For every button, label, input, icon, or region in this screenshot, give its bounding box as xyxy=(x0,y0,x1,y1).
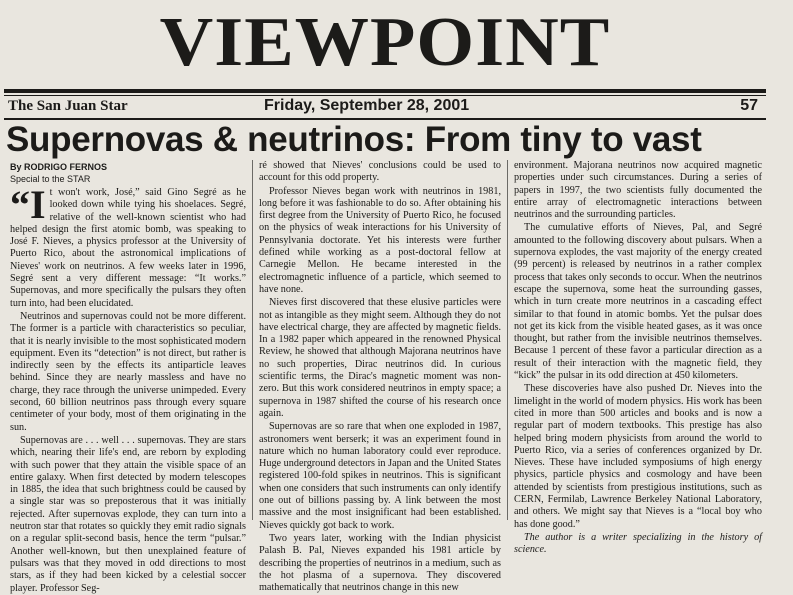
article-column-3 xyxy=(514,160,762,556)
paragraph: Neutrinos and supernovas could not be more different. The former is a particle with characteristics so peculiar, that it is nearly invisible to the most sophisticated modern equipment. Even its “detection” is not direct, but rather is indirectly seen by the effects its antiparticle leaves behind. Since they are nearly massless and have no charge, they race through the universe unimpeded. Every second, 60 billion neutrinos pass through every square centimeter of your body, most of them originating in the sun. xyxy=(10,310,246,433)
masthead xyxy=(0,0,770,92)
issue-date: Friday, September 28, 2001 xyxy=(264,97,470,114)
paragraph: These discoveries have also pushed Dr. Nieves into the limelight in the world of modern physics. His work has been cited in more than 500 articles and books and is now a regular part of modern textbooks. This prestige has also helped bring modern physicists from around the world to Puerto Rico, via a series of conferences organized by Dr. Nieves. These have included symposiums of high energy physics, particle physics and cosmology and have been attended by scientists from prestigious institutions, such as CERN, Fermilab, Lawrence Berkeley National Laboratory, and others. We might say that Nieves is a “local boy who has done good.” xyxy=(514,383,762,530)
masthead-rule xyxy=(4,89,766,93)
paragraph: The cumulative efforts of Nieves, Pal, and Segré amounted to the following discovery about pulsars. When a supernova explodes, the vast majority of the energy created (99 percent) is released by neutrinos in a rather complex process that takes only seconds to occur. When the neutrinos escape the supernova, some heat the surrounding gasses, which in turn create more neutrinos in a cascading effect similar to that found in atomic bombs. Yet the pulsar does not get its kick from the visible heated gases, as it was once thought, but rather from the invisible neutrinos themselves. Because 1 percent of these favor a particular direction as a result of their interaction with the magnetic field, they “kick” the pulsar in its odd direction at 450 kilometers. xyxy=(514,222,762,382)
paragraph: “It won't work, José,” said Gino Segré as he looked down while tying his shoelaces. Segré, relative of the well-known scientist who had helped design the first atomic bomb, was speaking to José F. Nieves, a physics professor at the University of Puerto Rico, about the astronomical implications of Nieves' work on neutrinos. A few weeks later in 1996, Segré sent a very different message: “It works.” Supernovas, and more specifically the pulsars they often turn into, had been elucidated. xyxy=(10,182,246,309)
article-column-2 xyxy=(259,160,501,594)
article-column-1 xyxy=(10,182,246,594)
paragraph: ré showed that Nieves' conclusions could be used to account for this odd property. xyxy=(259,160,501,184)
paragraph: Nieves first discovered that these elusive particles were not as intangible as they might seem. Although they do not have electrical charge, they are affected by magnetic fields. In a 1982 paper which appeared in the renowned Physical Review, he showed that although Majorana neutrinos have no such properties, Dirac neutrinos did. In curious scientific terms, the Dirac's magnetic moment was non-zero. But this work considered neutrinos in empty space; a supernova in 1987 shifted the course of his research once again. xyxy=(259,297,501,419)
author-note: The author is a writer specializing in the history of science. xyxy=(514,531,762,556)
byline-author: By RODRIGO FERNOS xyxy=(10,162,108,172)
section-title: VIEWPOINT xyxy=(159,4,611,81)
drop-cap: “I xyxy=(10,182,46,227)
paragraph: Two years later, working with the Indian physicist Palash B. Pal, Nieves expanded his 1981 article by describing the properties of neutrinos in a medium, such as the hot plasma of a supernova. They discovered mathematically that neutrinos change in this new xyxy=(259,532,501,594)
page-number: 57 xyxy=(740,97,758,114)
newspaper-name: The San Juan Star xyxy=(8,98,128,114)
paragraph: Supernovas are . . . well . . . supernovas. They are stars which, nearing their life's end, are reborn by exploding with such power that they attain the visible space of an entire galaxy. When first detected by modern telescopes in 1885, the idea that such brightness could be caused by a single star was so preposterous that it was initially rejected. After supernovas explode, they can turn into a neutron star that rotates so quickly they emit radio signals on a regular split-second basis, hence the term “pulsar.” Another well-known, but then unexplained feature of pulsars was that they moved in odd directions to most stars, as if they had been kicked by a celestial soccer player. Professor Seg- xyxy=(10,434,246,594)
article-headline: Supernovas & neutrinos: From tiny to vast xyxy=(6,120,702,159)
column-divider xyxy=(507,160,508,520)
byline-credit: Special to the STAR xyxy=(10,174,91,184)
folio-line xyxy=(8,96,762,116)
column-divider xyxy=(252,160,253,520)
paragraph: Professor Nieves began work with neutrinos in 1981, long before it was fashionable to do so. After obtaining his first degree from the University of Puerto Rico, he focused on the physics of weak interactions for his University of Pennsylvania doctorate. Yet his interests were further defined while working as a post-doctoral fellow at Carnegie Mellon. He became interested in the electromagnetic influence of a particle, which seemed to have none. xyxy=(259,185,501,295)
paragraph: Supernovas are so rare that when one exploded in 1987, astronomers went berserk; it was an experiment found in nature which no human laboratory could ever reproduce. Huge underground detectors in Japan and the United States registered 100-fold spikes in neutrinos. This is significant when one considers that such instruments can only identify one out of billions passing by. A link between the most massive and the most insignificant had been established. Nieves quickly got back to work. xyxy=(259,421,501,531)
paragraph: environment. Majorana neutrinos now acquired magnetic properties under such circumstances. During a series of papers in 1997, the two scientists fully documented the entire array of electromagnetic interactions between neutrinos and the surrounding particles. xyxy=(514,160,762,221)
